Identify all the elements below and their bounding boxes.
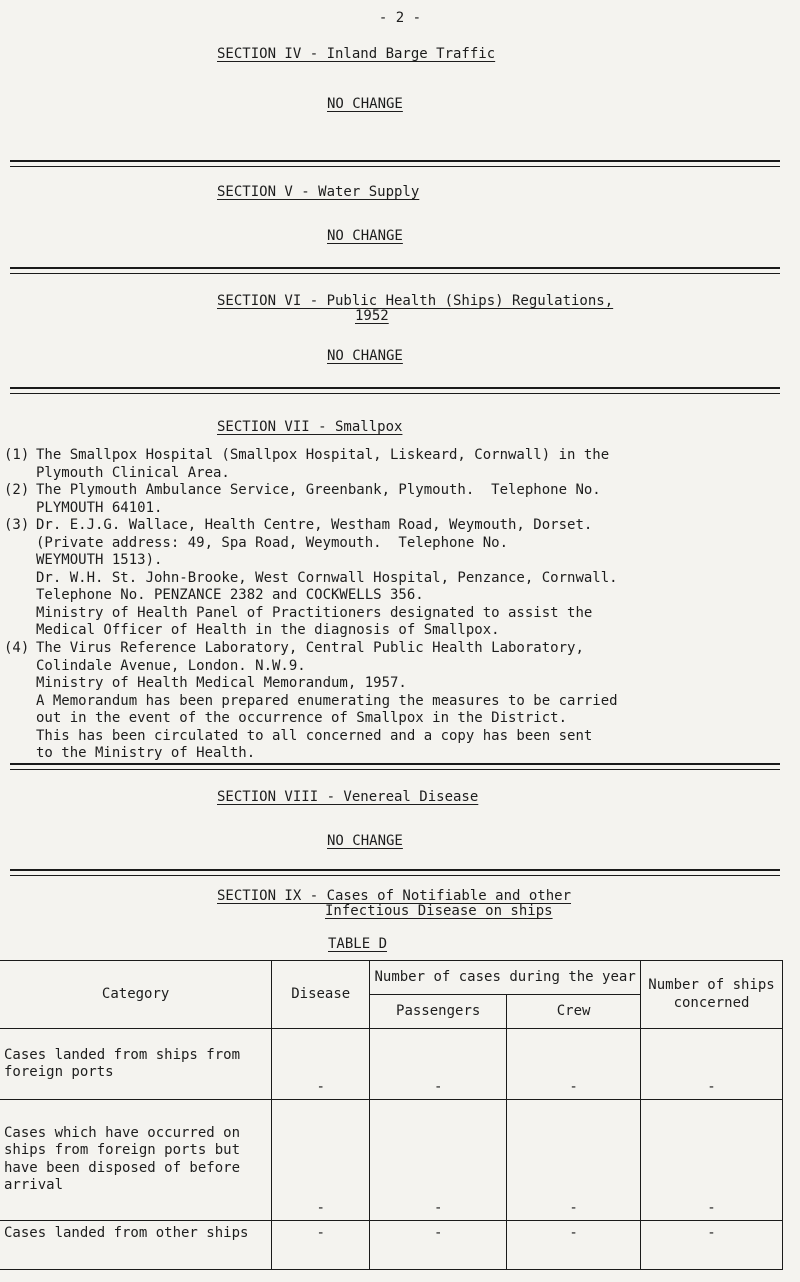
divider: [10, 160, 780, 162]
item-number: (3): [4, 517, 30, 533]
section-vii-title: SECTION VII - Smallpox: [217, 419, 403, 435]
row-passengers: -: [370, 1099, 507, 1220]
section-iv-title: SECTION IV - Inland Barge Traffic: [217, 46, 496, 62]
header-category: Category: [0, 961, 272, 1029]
item-number: (4): [4, 640, 30, 656]
section-vi-status: NO CHANGE: [327, 348, 403, 364]
row-disease: -: [272, 1029, 370, 1100]
section-vi-year: 1952: [355, 308, 389, 324]
smallpox-item: [4, 517, 784, 640]
divider: [10, 875, 780, 876]
table-row: [0, 1029, 783, 1100]
item-text: The Plymouth Ambulance Service, Greenbank, Plymouth. Telephone No. PLYMOUTH 64101.: [36, 482, 601, 516]
smallpox-item: [4, 482, 784, 517]
item-number: (1): [4, 447, 30, 463]
row-disease: -: [272, 1099, 370, 1220]
row-category: Cases landed from other ships: [0, 1220, 272, 1269]
header-ships: Number of ships concerned: [641, 961, 783, 1029]
row-passengers: -: [370, 1220, 507, 1269]
table-header-row: [0, 961, 783, 995]
section-ix-title: SECTION IX - Cases of Notifiable and other: [217, 888, 572, 904]
divider: [10, 393, 780, 394]
row-crew: -: [507, 1220, 641, 1269]
row-passengers: -: [370, 1029, 507, 1100]
row-ships: -: [641, 1220, 783, 1269]
smallpox-item: [4, 447, 784, 482]
row-category: Cases landed from ships from foreign ports: [0, 1029, 272, 1100]
header-passengers: Passengers: [370, 995, 507, 1029]
item-number: (2): [4, 482, 30, 498]
divider: [10, 273, 780, 274]
section-viii-title: SECTION VIII - Venereal Disease: [217, 789, 479, 805]
table-d: [0, 960, 783, 1270]
item-text: Dr. E.J.G. Wallace, Health Centre, Westham Road, Weymouth, Dorset. (Private address: 49, Spa Road, Weymouth. Telephone No. WEYMOUTH 1513). Dr. W.H. St. John-Brooke, West Cornwall Hospital, Penzance, Cornwall. Telephone No. PENZANCE 2382 and COCKWELLS 356. Ministry of Health Panel of Practitioners designated to assist the Medical Officer of Health in the diagnosis of Smallpox.: [36, 517, 618, 638]
divider: [10, 166, 780, 167]
divider: [10, 763, 780, 765]
table-row: [0, 1099, 783, 1220]
divider: [10, 387, 780, 389]
divider: [10, 869, 780, 871]
row-category: Cases which have occurred on ships from foreign ports but have been disposed of before arrival: [0, 1099, 272, 1220]
row-crew: -: [507, 1099, 641, 1220]
section-iv-status: NO CHANGE: [327, 96, 403, 112]
smallpox-item: [4, 640, 784, 763]
section-viii-status: NO CHANGE: [327, 833, 403, 849]
header-disease: Disease: [272, 961, 370, 1029]
section-v-title: SECTION V - Water Supply: [217, 184, 420, 200]
section-v-status: NO CHANGE: [327, 228, 403, 244]
table-row: [0, 1220, 783, 1269]
section-ix-title-line2: Infectious Disease on ships: [325, 903, 553, 919]
divider: [10, 267, 780, 269]
header-crew: Crew: [507, 995, 641, 1029]
row-disease: -: [272, 1220, 370, 1269]
page-number: - 2 -: [378, 10, 422, 26]
header-number-cases: Number of cases during the year: [370, 961, 641, 995]
item-text: The Smallpox Hospital (Smallpox Hospital, Liskeard, Cornwall) in the Plymouth Clinical Area.: [36, 447, 610, 481]
table-caption: TABLE D: [328, 936, 388, 952]
item-text: The Virus Reference Laboratory, Central Public Health Laboratory, Colindale Avenue, London. N.W.9. Ministry of Health Medical Memorandum, 1957. A Memorandum has been prepared enumerating the measures to be carried out in the event of the occurrence of Smallpox in the District. This has been circulated to all concerned and a copy has been sent to the Ministry of Health.: [36, 640, 618, 761]
row-crew: -: [507, 1029, 641, 1100]
divider: [10, 769, 780, 770]
row-ships: -: [641, 1029, 783, 1100]
row-ships: -: [641, 1099, 783, 1220]
section-vi-title: SECTION VI - Public Health (Ships) Regulations,: [217, 293, 614, 309]
